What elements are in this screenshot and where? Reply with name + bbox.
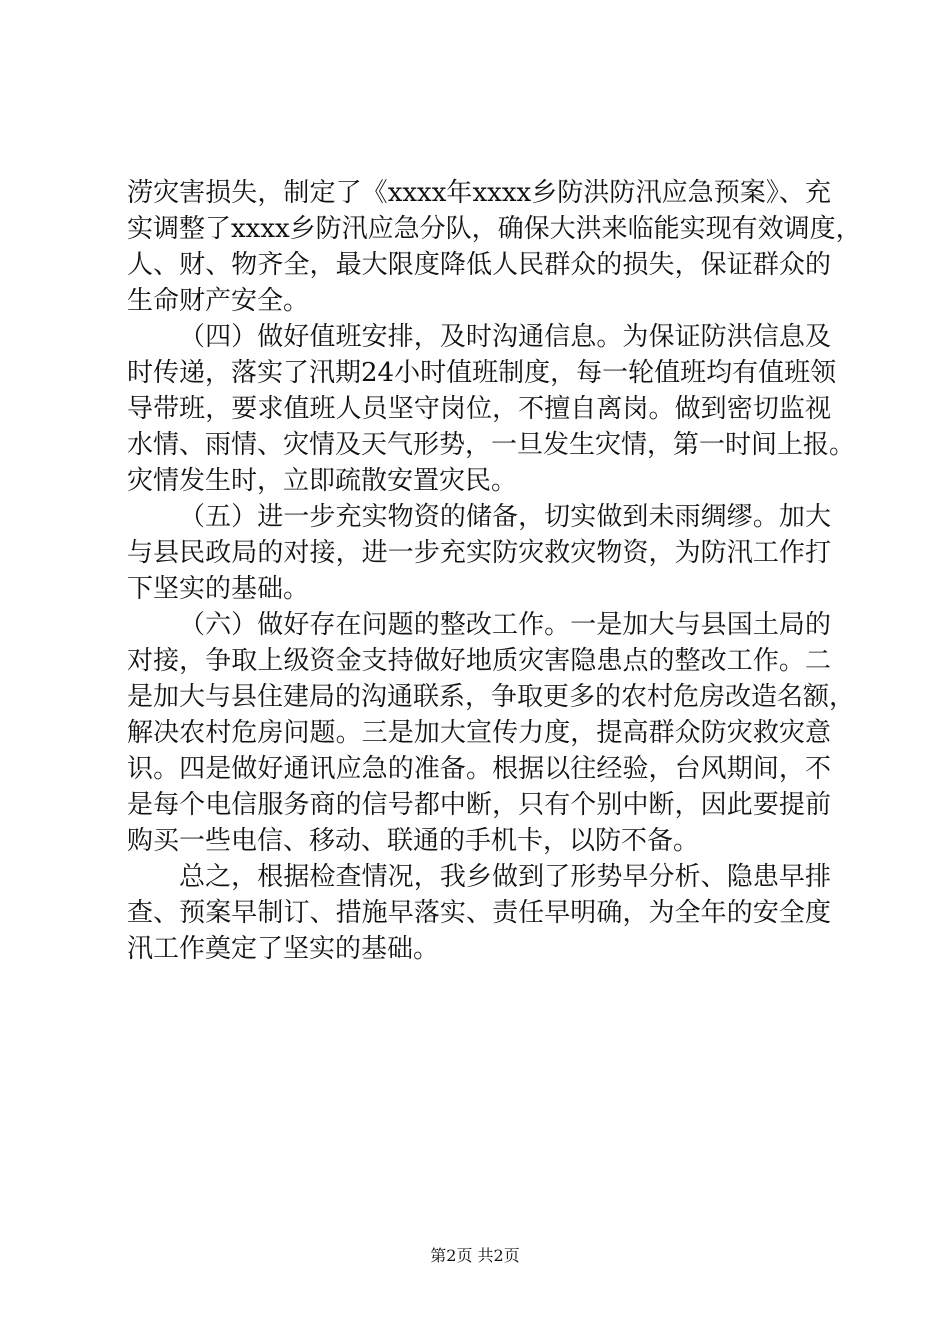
text-line: 解决农村危房问题。三是加大宣传力度，提高群众防灾救灾意 bbox=[127, 718, 831, 748]
document-body bbox=[127, 175, 862, 967]
paragraph-first-line: （四）做好值班安排，及时沟通信息。为保证防洪信息及 bbox=[179, 322, 831, 352]
text-line: 汛工作奠定了坚实的基础。 bbox=[127, 934, 440, 964]
text-line: 生命财产安全。 bbox=[127, 286, 310, 316]
text-line: 购买一些电信、移动、联通的手机卡，以防不备。 bbox=[127, 826, 700, 856]
text-line: 对接，争取上级资金支持做好地质灾害隐患点的整改工作。二 bbox=[127, 646, 831, 676]
paragraph-first-line: （六）做好存在问题的整改工作。一是加大与县国土局的 bbox=[179, 610, 831, 640]
text-line: 水情、雨情、灾情及天气形势，一旦发生灾情，第一时间上报。 bbox=[127, 430, 856, 460]
text-line: 实调整了xxxx乡防汛应急分队，确保大洪来临能实现有效调度， bbox=[127, 214, 862, 244]
paragraph-first-line: （五）进一步充实物资的储备，切实做到未雨绸缪。加大 bbox=[179, 502, 831, 532]
text-line: 是每个电信服务商的信号都中断，只有个别中断，因此要提前 bbox=[127, 790, 831, 820]
text-line: 是加大与县住建局的沟通联系，争取更多的农村危房改造名额， bbox=[127, 682, 856, 712]
text-line: 时传递，落实了汛期24小时值班制度，每一轮值班均有值班领 bbox=[127, 358, 837, 388]
text-line: 涝灾害损失，制定了《xxxx年xxxx乡防洪防汛应急预案》、充 bbox=[127, 178, 831, 208]
text-line: 识。四是做好通讯应急的准备。根据以往经验，台风期间，不 bbox=[127, 754, 831, 784]
text-line: 下坚实的基础。 bbox=[127, 574, 310, 604]
page-number-footer: 第2页 共2页 bbox=[430, 1246, 520, 1265]
text-line: 人、财、物齐全，最大限度降低人民群众的损失，保证群众的 bbox=[127, 250, 831, 280]
text-line: 导带班，要求值班人员坚守岗位，不擅自离岗。做到密切监视 bbox=[127, 394, 831, 424]
text-line: 与县民政局的对接，进一步充实防灾救灾物资，为防汛工作打 bbox=[127, 538, 831, 568]
paragraph-first-line: 总之，根据检查情况，我乡做到了形势早分析、隐患早排 bbox=[179, 862, 831, 892]
text-line: 灾情发生时，立即疏散安置灾民。 bbox=[127, 466, 518, 496]
text-line: 查、预案早制订、措施早落实、责任早明确，为全年的安全度 bbox=[127, 898, 831, 928]
